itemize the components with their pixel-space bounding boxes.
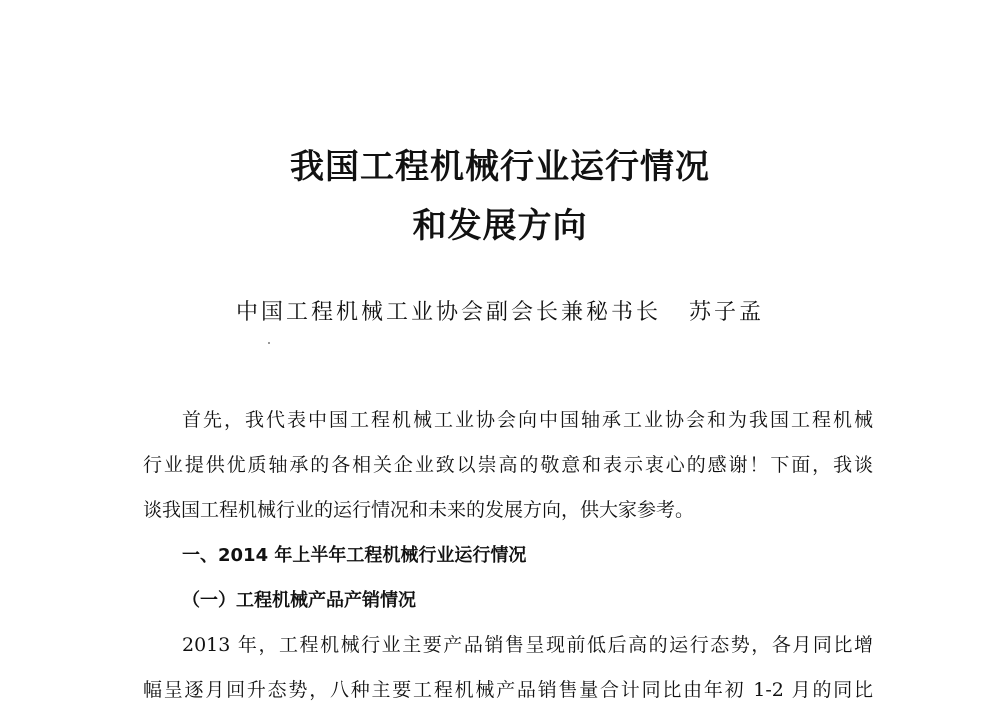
scan-speck — [268, 342, 270, 344]
body-text — [143, 398, 873, 713]
section-heading-2: （一）工程机械产品产销情况 — [182, 590, 416, 611]
paragraph-1-line-2: 行业提供优质轴承的各相关企业致以崇高的敬意和表示衷心的感谢！下面，我谈 — [143, 454, 873, 476]
author-byline — [0, 298, 1000, 328]
author-name: 苏子孟 — [689, 300, 765, 325]
document-title-line-2: 和发展方向 — [412, 206, 588, 246]
paragraph-1-line-1: 首先，我代表中国工程机械工业协会向中国轴承工业协会和为我国工程机械 — [182, 409, 873, 431]
section-heading-1: 一、2014 年上半年工程机械行业运行情况 — [182, 545, 527, 566]
document-title-line-1: 我国工程机械行业运行情况 — [290, 147, 710, 187]
paragraph-2-line-1: 2013 年，工程机械行业主要产品销售呈现前低后高的运行态势，各月同比增 — [182, 634, 873, 656]
paragraph-1-line-3: 谈我国工程机械行业的运行情况和未来的发展方向，供大家参考。 — [143, 499, 695, 521]
paragraph-2-line-2: 幅呈逐月回升态势，八种主要工程机械产品销售量合计同比由年初 1-2 月的同比 — [143, 679, 873, 701]
author-organization: 中国工程机械工业协会副会长兼秘书长 — [235, 300, 661, 325]
